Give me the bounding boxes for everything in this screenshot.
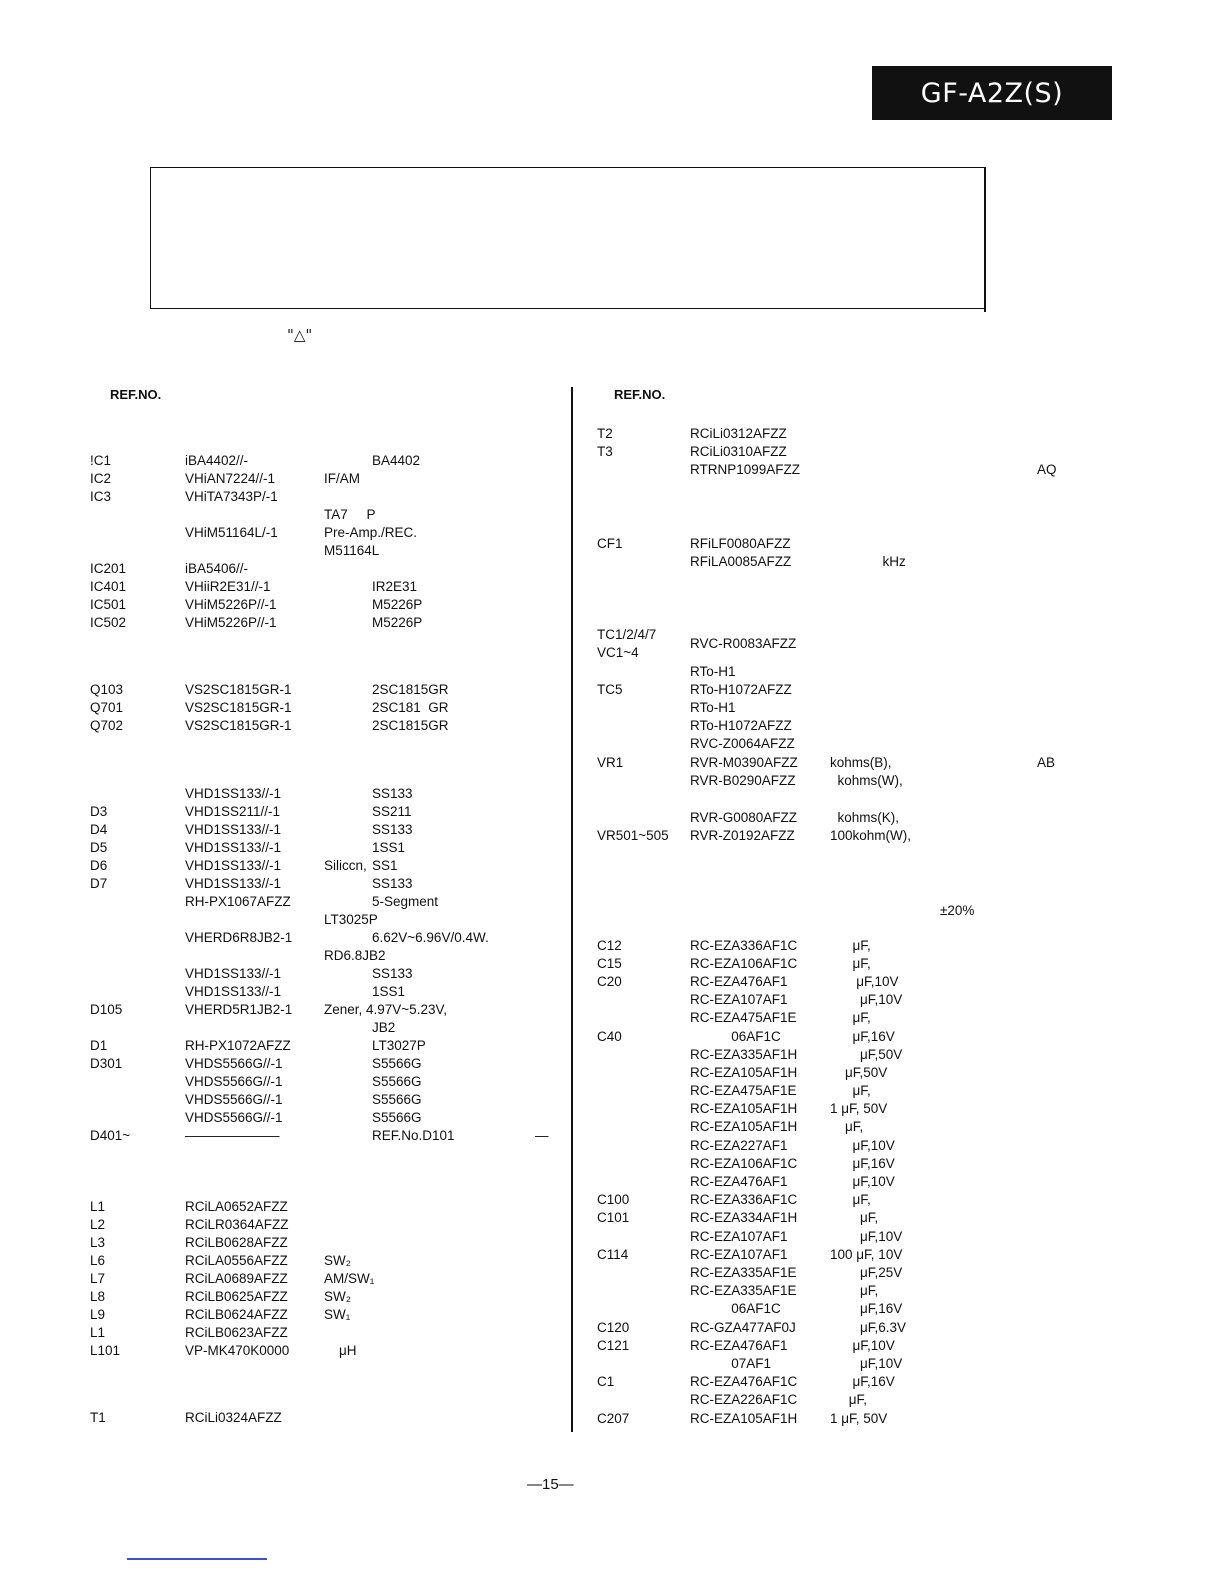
- parts-cell-part: RH-PX1072AFZZ: [185, 1038, 291, 1053]
- parts-cell-c3: kohms(B),: [830, 755, 892, 770]
- parts-cell-ref: VR1: [597, 755, 624, 770]
- parts-row: [0, 1083, 871, 1101]
- parts-cell-part: RVC-Z0064AFZZ: [690, 736, 795, 751]
- parts-row: [0, 554, 906, 572]
- parts-cell-ref: VR501~505: [597, 828, 669, 843]
- parts-row: [0, 1101, 888, 1119]
- parts-cell-part: RC-EZA476AF1: [690, 1338, 788, 1353]
- parts-row: [0, 664, 736, 682]
- parts-cell-part: RC-EZA107AF1: [690, 1247, 788, 1262]
- parts-row: [0, 462, 1057, 480]
- parts-cell-c5: —: [535, 1128, 549, 1143]
- parts-cell-c3: Zener, 4.97V~5.23V,: [324, 1002, 447, 1017]
- page-number: —15—: [527, 1476, 574, 1493]
- parts-cell-part: VHD1SS133//-1: [185, 786, 282, 801]
- parts-cell-c4: S5566G: [372, 1110, 422, 1125]
- parts-cell-ref: L9: [90, 1307, 106, 1322]
- parts-cell-part: RC-EZA107AF1: [690, 1229, 788, 1244]
- parts-cell-ref: D301: [90, 1056, 123, 1071]
- parts-cell-ref: T2: [597, 426, 613, 441]
- parts-cell-c4: ±20%: [940, 903, 975, 918]
- parts-cell-part: VHDS5566G//-1: [185, 1056, 283, 1071]
- parts-row: [0, 1338, 895, 1356]
- parts-cell-c3: μF,50V: [830, 1065, 888, 1080]
- parts-cell-part: RVR-G0080AFZZ: [690, 810, 798, 825]
- parts-cell-c4: 1SS1: [372, 984, 406, 999]
- parts-row: [0, 736, 795, 754]
- parts-row: [0, 1174, 895, 1192]
- parts-cell-part: RC-EZA336AF1C: [690, 938, 798, 953]
- parts-row: [0, 507, 560, 525]
- parts-row: [0, 426, 787, 444]
- parts-row: [0, 718, 792, 736]
- parts-row: [0, 536, 791, 554]
- parts-cell-ref: T1: [90, 1410, 106, 1425]
- parts-row: [0, 828, 912, 846]
- parts-cell-ref: L101: [90, 1343, 121, 1358]
- parts-cell-part: RC-EZA106AF1C: [690, 956, 798, 971]
- parts-cell-part: RC-EZA227AF1: [690, 1138, 788, 1153]
- parts-cell-part: RC-EZA335AF1H: [690, 1047, 798, 1062]
- parts-row: [0, 700, 736, 718]
- parts-cell-ref: C12: [597, 938, 622, 953]
- parts-cell-part: RC-EZA475AF1E: [690, 1010, 797, 1025]
- parts-cell-part: iBA4402//-: [185, 453, 249, 468]
- parts-cell-ref: C1: [597, 1374, 615, 1389]
- parts-cell-ref: C114: [597, 1247, 629, 1262]
- parts-cell-part: RCiLA0689AFZZ: [185, 1271, 288, 1286]
- parts-cell-ref: L8: [90, 1289, 106, 1304]
- parts-cell-c4: SS133: [372, 966, 413, 981]
- parts-cell-c4: SS211: [372, 804, 412, 819]
- parts-cell-ref: L3: [90, 1235, 106, 1250]
- column-header-right: REF.NO.: [614, 387, 666, 402]
- parts-cell-c3: μF,10V: [830, 1174, 895, 1189]
- parts-cell-part: 06AF1C: [690, 1029, 781, 1044]
- parts-cell-c3: μF,25V: [830, 1265, 903, 1280]
- parts-row: [0, 876, 560, 894]
- parts-cell-part: iBA5406//-: [185, 561, 249, 576]
- parts-cell-c3: SW₂: [324, 1253, 351, 1268]
- parts-cell-part: RFiLF0080AFZZ: [690, 536, 791, 551]
- parts-cell-c3: μF,: [830, 1283, 879, 1298]
- parts-cell-part: RCiLB0628AFZZ: [185, 1235, 288, 1250]
- parts-cell-part: VS2SC1815GR-1: [185, 700, 292, 715]
- parts-cell-c3: μF,16V: [830, 1374, 895, 1389]
- bottom-link-underline: [127, 1558, 267, 1560]
- parts-cell-part: RCiLi0310AFZZ: [690, 444, 787, 459]
- parts-cell-c4: REF.No.D101: [372, 1128, 455, 1143]
- parts-cell-c4: AB: [1037, 755, 1056, 770]
- parts-cell-ref: IC501: [90, 597, 127, 612]
- parts-cell-c3: kohms(K),: [830, 810, 900, 825]
- parts-row: [0, 1320, 907, 1338]
- parts-cell-part: RTo-H1072AFZZ: [690, 718, 792, 733]
- model-badge: GF-A2Z(S): [872, 66, 1112, 120]
- parts-cell-part: RC-EZA106AF1C: [690, 1156, 798, 1171]
- parts-cell-ref: C101: [597, 1210, 630, 1225]
- parts-cell-c3: μF,10V: [830, 1138, 895, 1153]
- parts-cell-part: VHiAN7224//-1: [185, 471, 276, 486]
- parts-cell-c4: 2SC1815GR: [372, 682, 449, 697]
- parts-cell-c3: μF,6.3V: [830, 1320, 907, 1335]
- parts-cell-part: RC-EZA226AF1C: [690, 1392, 798, 1407]
- parts-cell-c3: μF,: [830, 1210, 879, 1225]
- parts-cell-c3: SW₂: [324, 1289, 351, 1304]
- parts-row: [0, 682, 792, 700]
- parts-cell-c3: IF/AM: [324, 471, 360, 486]
- parts-cell-part: RFiLA0085AFZZ: [690, 554, 792, 569]
- parts-cell-part: RC-EZA336AF1C: [690, 1192, 798, 1207]
- parts-cell-c3: 100kohm(W),: [830, 828, 912, 843]
- parts-cell-ref: L1: [90, 1325, 106, 1340]
- parts-row: [0, 597, 560, 615]
- parts-row: [0, 974, 899, 992]
- parts-cell-ref: C15: [597, 956, 622, 971]
- parts-cell-ref: IC3: [90, 489, 112, 504]
- parts-cell-ref: IC2: [90, 471, 112, 486]
- parts-cell-ref: C100: [597, 1192, 630, 1207]
- parts-cell-part: RCiLB0624AFZZ: [185, 1307, 288, 1322]
- parts-cell-c4: SS133: [372, 786, 413, 801]
- parts-cell-ref: TC5: [597, 682, 623, 697]
- parts-row: [0, 1192, 871, 1210]
- parts-cell-part: RC-EZA105AF1H: [690, 1119, 798, 1134]
- parts-cell-part: VHERD5R1JB2-1: [185, 1002, 293, 1017]
- parts-cell-part: VP-MK470K0000: [185, 1343, 290, 1358]
- parts-cell-ref: Q702: [90, 718, 124, 733]
- parts-cell-c3: μF,: [830, 1010, 871, 1025]
- parts-cell-part: RC-EZA335AF1E: [690, 1283, 797, 1298]
- parts-cell-part: VHiM51164L/-1: [185, 525, 278, 540]
- parts-cell-c3: μF,10V: [830, 1356, 903, 1371]
- parts-cell-c3: 100 μF, 10V: [830, 1247, 903, 1262]
- parts-cell-part: RVR-Z0192AFZZ: [690, 828, 795, 843]
- parts-cell-part: RCiLR0364AFZZ: [185, 1217, 289, 1232]
- parts-row: [0, 1301, 903, 1319]
- parts-cell-ref: TC1/2/4/7: [597, 627, 657, 642]
- parts-cell-c4: SS133: [372, 822, 413, 837]
- parts-cell-c4: 2SC1815GR: [372, 718, 449, 733]
- parts-row: [0, 645, 639, 663]
- parts-cell-c3: 1 μF, 50V: [830, 1411, 888, 1426]
- parts-cell-c3: μF,10V: [830, 1229, 903, 1244]
- parts-row: [0, 1065, 888, 1083]
- parts-cell-c4: M5226P: [372, 615, 423, 630]
- parts-cell-c4: S5566G: [372, 1056, 422, 1071]
- parts-row: [0, 1010, 871, 1028]
- parts-cell-ref: D401~: [90, 1128, 131, 1143]
- parts-cell-c3: μF,: [830, 956, 871, 971]
- parts-cell-c3: μF,: [830, 1119, 864, 1134]
- parts-row: [0, 1210, 879, 1228]
- parts-cell-part: VHiiR2E31//-1: [185, 579, 271, 594]
- parts-cell-ref: CF1: [597, 536, 623, 551]
- parts-row: [0, 956, 871, 974]
- parts-cell-c3: μF,16V: [830, 1029, 895, 1044]
- parts-cell-part: RC-EZA105AF1H: [690, 1101, 798, 1116]
- parts-cell-ref: L2: [90, 1217, 106, 1232]
- parts-row: [0, 579, 560, 597]
- parts-cell-part: VHERD6R8JB2-1: [185, 930, 293, 945]
- parts-row: [0, 1156, 895, 1174]
- parts-cell-part: 06AF1C: [690, 1301, 781, 1316]
- parts-cell-c3: μF,10V: [830, 992, 903, 1007]
- parts-cell-c3: 1 μF, 50V: [830, 1101, 888, 1116]
- parts-row: [0, 1029, 895, 1047]
- parts-cell-c4: 5-Segment: [372, 894, 439, 909]
- parts-cell-c4: SS1: [372, 858, 398, 873]
- parts-cell-part: RTo-H1: [690, 700, 736, 715]
- parts-cell-c4: 1SS1: [372, 840, 406, 855]
- parts-row: [0, 1119, 864, 1137]
- parts-cell-part: VHDS5566G//-1: [185, 1092, 283, 1107]
- parts-cell-part: RC-GZA477AF0J: [690, 1320, 796, 1335]
- parts-cell-part: VHD1SS133//-1: [185, 822, 282, 837]
- parts-cell-ref: Q103: [90, 682, 124, 697]
- parts-cell-part: RCiLA0556AFZZ: [185, 1253, 288, 1268]
- parts-cell-part: RC-EZA476AF1: [690, 1174, 788, 1189]
- parts-cell-c4: S5566G: [372, 1074, 422, 1089]
- parts-cell-c3: μF,16V: [830, 1301, 903, 1316]
- parts-row: [0, 1247, 903, 1265]
- parts-cell-c3: μF,10V: [830, 974, 899, 989]
- parts-cell-c3: Pre-Amp./REC.: [324, 525, 418, 540]
- parts-cell-ref: D3: [90, 804, 108, 819]
- parts-cell-part: RC-EZA105AF1H: [690, 1411, 798, 1426]
- parts-cell-ref: !C1: [90, 453, 112, 468]
- parts-cell-ref: C207: [597, 1411, 630, 1426]
- parts-cell-part: VHDS5566G//-1: [185, 1074, 283, 1089]
- parts-cell-part: RTRNP1099AFZZ: [690, 462, 801, 477]
- parts-cell-c4: LT3027P: [372, 1038, 426, 1053]
- parts-row: [0, 1138, 895, 1156]
- parts-cell-part: VHD1SS133//-1: [185, 840, 282, 855]
- parts-cell-c3: μF,: [830, 1392, 868, 1407]
- parts-row: [0, 858, 560, 876]
- parts-cell-part: RH-PX1067AFZZ: [185, 894, 291, 909]
- parts-cell-part: RC-EZA335AF1E: [690, 1265, 797, 1280]
- parts-cell-c3: LT3025P: [324, 912, 378, 927]
- parts-cell-c3: μF,: [830, 1083, 871, 1098]
- column-header-left: REF.NO.: [110, 387, 162, 402]
- parts-cell-part: RCiLA0652AFZZ: [185, 1199, 288, 1214]
- parts-cell-part: RVC-R0083AFZZ: [690, 636, 797, 651]
- parts-cell-part: RCiLB0623AFZZ: [185, 1325, 288, 1340]
- parts-row: [0, 1374, 895, 1392]
- parts-cell-c4: S5566G: [372, 1092, 422, 1107]
- parts-cell-c4: SS133: [372, 876, 413, 891]
- parts-cell-part: RCiLi0312AFZZ: [690, 426, 787, 441]
- parts-cell-ref: C121: [597, 1338, 630, 1353]
- parts-cell-ref: IC401: [90, 579, 127, 594]
- parts-cell-ref: L7: [90, 1271, 106, 1286]
- parts-cell-c3: μF,10V: [830, 1338, 895, 1353]
- parts-cell-ref: C40: [597, 1029, 622, 1044]
- parts-row: [0, 1229, 903, 1247]
- parts-cell-part: VHD1SS133//-1: [185, 876, 282, 891]
- parts-cell-c3: μH: [324, 1343, 357, 1358]
- parts-row: [0, 938, 871, 956]
- parts-row: [0, 903, 975, 921]
- parts-cell-c4: 2SC181 GR: [372, 700, 449, 715]
- parts-cell-ref: C20: [597, 974, 622, 989]
- parts-cell-c3: AM/SW₁: [324, 1271, 375, 1286]
- parts-cell-part: VHD1SS133//-1: [185, 858, 282, 873]
- parts-cell-c3: Siliccn,: [324, 858, 367, 873]
- notice-box: [150, 167, 986, 309]
- parts-cell-c3: M51164L: [324, 543, 380, 558]
- parts-row: [0, 1265, 903, 1283]
- safety-mark: "△": [287, 326, 313, 344]
- parts-cell-ref: L1: [90, 1199, 106, 1214]
- parts-cell-ref: D1: [90, 1038, 108, 1053]
- parts-row: [0, 810, 900, 828]
- parts-cell-c3: μF,16V: [830, 1156, 895, 1171]
- parts-cell-c3: kohms(W),: [830, 773, 903, 788]
- parts-row: [0, 489, 560, 507]
- parts-cell-part: 07AF1: [690, 1356, 772, 1371]
- parts-cell-part: RC-EZA105AF1H: [690, 1065, 798, 1080]
- parts-cell-c3: SW₁: [324, 1307, 351, 1322]
- parts-cell-part: RC-EZA475AF1E: [690, 1083, 797, 1098]
- parts-cell-c4: IR2E31: [372, 579, 418, 594]
- parts-cell-part: VHD1SS133//-1: [185, 966, 282, 981]
- parts-cell-part: RCiLi0324AFZZ: [185, 1410, 282, 1425]
- parts-cell-ref: IC201: [90, 561, 127, 576]
- parts-cell-c3: μF,: [830, 938, 871, 953]
- parts-cell-part: RTo-H1: [690, 664, 736, 679]
- parts-cell-ref: D105: [90, 1002, 123, 1017]
- parts-cell-ref: Q701: [90, 700, 124, 715]
- parts-cell-c3: RD6.8JB2: [324, 948, 386, 963]
- parts-row: [0, 1411, 888, 1429]
- parts-cell-part: RVR-M0390AFZZ: [690, 755, 798, 770]
- parts-cell-part: VS2SC1815GR-1: [185, 718, 292, 733]
- parts-cell-part: VHD1SS211//-1: [185, 804, 281, 819]
- parts-cell-c3: μF,: [830, 1192, 871, 1207]
- parts-cell-part: RC-EZA334AF1H: [690, 1210, 798, 1225]
- parts-cell-c4: 6.62V~6.96V/0.4W.: [372, 930, 489, 945]
- parts-cell-part: VS2SC1815GR-1: [185, 682, 292, 697]
- parts-cell-part: VHiM5226P//-1: [185, 597, 277, 612]
- parts-cell-ref: T3: [597, 444, 613, 459]
- parts-row: [0, 992, 903, 1010]
- parts-row: [0, 1392, 868, 1410]
- parts-cell-ref: VC1~4: [597, 645, 639, 660]
- notice-box-edge: [984, 167, 986, 312]
- parts-cell-part: RC-EZA476AF1C: [690, 1374, 798, 1389]
- parts-cell-c4: JB2: [372, 1020, 396, 1035]
- parts-cell-ref: C120: [597, 1320, 630, 1335]
- parts-cell-part: RC-EZA476AF1: [690, 974, 788, 989]
- parts-cell-c4: M5226P: [372, 597, 423, 612]
- parts-cell-part: RTo-H1072AFZZ: [690, 682, 792, 697]
- parts-row: [0, 755, 1056, 773]
- parts-row: [0, 773, 903, 791]
- parts-cell-c4: BA4402: [372, 453, 421, 468]
- parts-cell-ref: D4: [90, 822, 108, 837]
- parts-cell-ref: IC502: [90, 615, 127, 630]
- parts-cell-part: RVR-B0290AFZZ: [690, 773, 796, 788]
- parts-cell-ref: D5: [90, 840, 108, 855]
- parts-cell-part: VHiTA7343P/-1: [185, 489, 278, 504]
- parts-row: [0, 1356, 903, 1374]
- parts-row: [0, 1047, 903, 1065]
- parts-row: [0, 1283, 879, 1301]
- parts-cell-ref: L6: [90, 1253, 106, 1268]
- parts-cell-c3: TA7 P: [324, 507, 376, 522]
- column-divider: [571, 387, 573, 1432]
- parts-row: [0, 444, 787, 462]
- parts-cell-part: VHD1SS133//-1: [185, 984, 282, 999]
- parts-cell-part: RCiLB0625AFZZ: [185, 1289, 288, 1304]
- parts-cell-c3: kHz: [830, 554, 906, 569]
- parts-cell-ref: D7: [90, 876, 108, 891]
- parts-cell-part: RC-EZA107AF1: [690, 992, 788, 1007]
- parts-cell-part: VHDS5566G//-1: [185, 1110, 283, 1125]
- parts-cell-part: VHiM5226P//-1: [185, 615, 277, 630]
- parts-cell-c3: μF,50V: [830, 1047, 903, 1062]
- parts-cell-ref: D6: [90, 858, 108, 873]
- parts-cell-part: ———————: [185, 1128, 280, 1143]
- parts-cell-c4: AQ: [1037, 462, 1057, 477]
